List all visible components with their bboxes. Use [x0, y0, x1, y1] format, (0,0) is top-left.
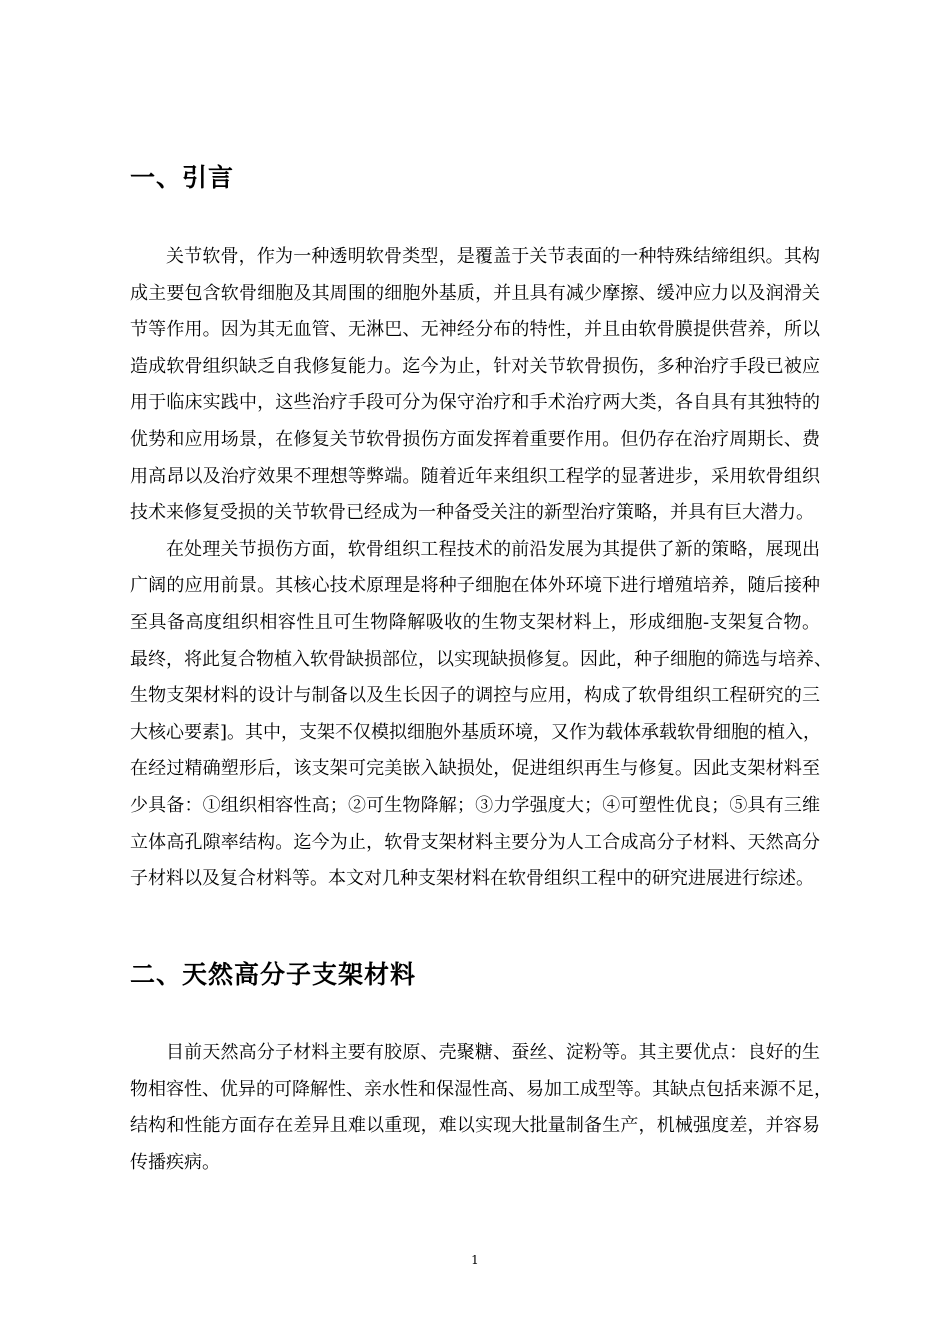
text-line: 生物支架材料的设计与制备以及生长因子的调控与应用，构成了软骨组织工程研究的三	[130, 685, 820, 707]
section-heading-introduction: 一、引言	[130, 163, 235, 192]
section-heading-natural-polymer-scaffolds: 二、天然高分子支架材料	[130, 960, 417, 989]
page-number: 1	[471, 1253, 479, 1267]
text-line: 子材料以及复合材料等。本文对几种支架材料在软骨组织工程中的研究进展进行综述。	[130, 868, 814, 890]
text-line: 用高昂以及治疗效果不理想等弊端。随着近年来组织工程学的显著进步，采用软骨组织	[130, 465, 820, 487]
text-line: 在处理关节损伤方面，软骨组织工程技术的前沿发展为其提供了新的策略，展现出	[166, 538, 820, 560]
text-line: 成主要包含软骨细胞及其周围的细胞外基质，并且具有减少摩擦、缓冲应力以及润滑关	[130, 282, 820, 304]
text-line: 广阔的应用前景。其核心技术原理是将种子细胞在体外环境下进行增殖培养，随后接种	[130, 575, 820, 597]
text-line: 在经过精确塑形后，该支架可完美嵌入缺损处，促进组织再生与修复。因此支架材料至	[130, 758, 820, 780]
text-line: 至具备高度组织相容性且可生物降解吸收的生物支架材料上，形成细胞-支架复合物。	[130, 611, 820, 633]
paragraph	[130, 532, 832, 898]
natural-polymer-body	[130, 1035, 832, 1181]
text-line: 结构和性能方面存在差异且难以重现，难以实现大批量制备生产，机械强度差，并容易	[130, 1115, 820, 1137]
text-line: 物相容性、优异的可降解性、亲水性和保湿性高、易加工成型等。其缺点包括来源不足，	[130, 1078, 832, 1100]
paragraph	[130, 1035, 832, 1181]
text-line: 传播疾病。	[130, 1151, 220, 1173]
text-line: 用于临床实践中，这些治疗手段可分为保守治疗和手术治疗两大类，各自具有其独特的	[130, 392, 820, 414]
text-line: 造成软骨组织缺乏自我修复能力。迄今为止，针对关节软骨损伤，多种治疗手段已被应	[130, 355, 820, 377]
text-line: 大核心要素]。其中，支架不仅模拟细胞外基质环境，又作为载体承载软骨细胞的植入，	[130, 721, 822, 743]
text-line: 立体高孔隙率结构。迄今为止，软骨支架材料主要分为人工合成高分子材料、天然高分	[130, 831, 820, 853]
text-line: 目前天然高分子材料主要有胶原、壳聚糖、蚕丝、淀粉等。其主要优点：良好的生	[166, 1042, 820, 1063]
text-line: 技术来修复受损的关节软骨已经成为一种备受关注的新型治疗策略，并具有巨大潜力。	[130, 502, 814, 524]
text-line: 节等作用。因为其无血管、无淋巴、无神经分布的特性，并且由软骨膜提供营养，所以	[130, 319, 820, 341]
text-line: 优势和应用场景，在修复关节软骨损伤方面发挥着重要作用。但仍存在治疗周期长、费	[130, 428, 820, 450]
text-line: 少具备：①组织相容性高；②可生物降解；③力学强度大；④可塑性优良；⑤具有三维	[130, 794, 820, 816]
text-line: 最终，将此复合物植入软骨缺损部位，以实现缺损修复。因此，种子细胞的筛选与培养、	[130, 648, 832, 670]
introduction-body	[130, 239, 832, 898]
text-line: 关节软骨，作为一种透明软骨类型，是覆盖于关节表面的一种特殊结缔组织。其构	[166, 246, 820, 267]
paragraph	[130, 239, 820, 532]
